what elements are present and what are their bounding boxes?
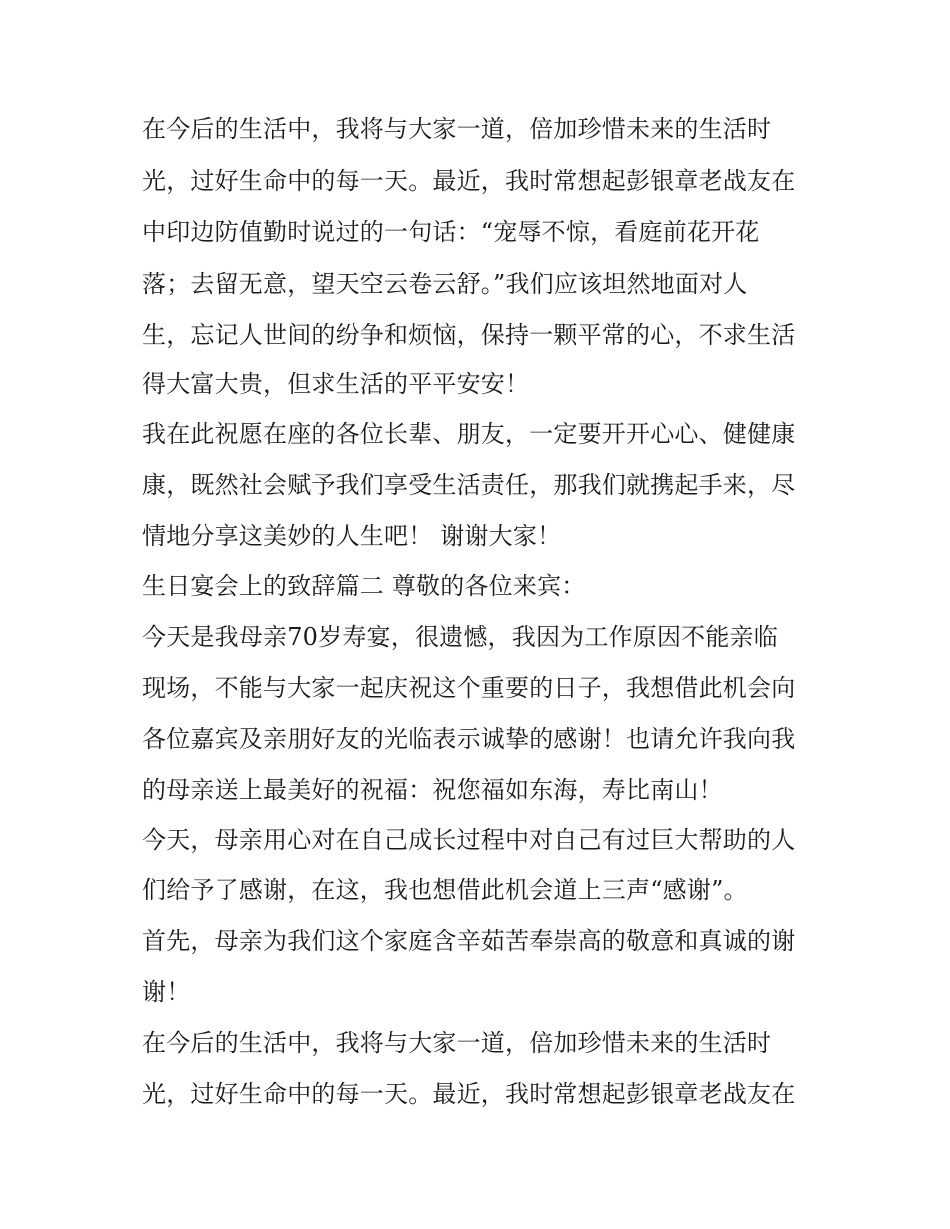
text-line: 首先，母亲为我们这个家庭含辛茹苦奉崇高的敬意和真诚的谢 bbox=[142, 927, 796, 955]
text-line: 现场，不能与大家一起庆祝这个重要的日子，我想借此机会向 bbox=[142, 674, 796, 702]
text-line: 今天，母亲用心对在自己成长过程中对自己有过巨大帮助的人 bbox=[142, 826, 796, 854]
text-line: 的母亲送上最美好的祝福：祝您福如东海，寿比南山！ bbox=[142, 776, 723, 804]
text-line: 康，既然社会赋予我们享受生活责任，那我们就携起手来，尽 bbox=[142, 471, 796, 499]
text-line: 我在此祝愿在座的各位长辈、朋友，一定要开开心心、健健康 bbox=[142, 420, 796, 448]
text-line: 们给予了感谢，在这，我也想借此机会道上三声“感谢”。 bbox=[142, 876, 748, 904]
text-line: 谢！ bbox=[142, 978, 191, 1006]
text-line: 在今后的生活中，我将与大家一道，倍加珍惜未来的生活时 bbox=[142, 115, 772, 143]
text-line: 落；去留无意，望天空云卷云舒。”我们应该坦然地面对人 bbox=[142, 270, 748, 298]
text-line: 今天是我母亲70岁寿宴，很遗憾，我因为工作原因不能亲临 bbox=[142, 623, 778, 651]
text-line: 中印边防值勤时说过的一句话：“宠辱不惊，看庭前花开花 bbox=[142, 218, 760, 246]
text-line: 生，忘记人世间的纷争和烦恼，保持一颗平常的心，不求生活 bbox=[142, 321, 796, 349]
section-heading: 生日宴会上的致辞篇二 尊敬的各位来宾： bbox=[142, 572, 586, 600]
text-line: 得大富大贵，但求生活的平平安安！ bbox=[142, 370, 530, 398]
text-line: 各位嘉宾及亲朋好友的光临表示诚挚的感谢！也请允许我向我 bbox=[142, 725, 796, 753]
text-line: 光，过好生命中的每一天。最近，我时常想起彭银章老战友在 bbox=[142, 167, 796, 195]
text-line: 在今后的生活中，我将与大家一道，倍加珍惜未来的生活时 bbox=[142, 1029, 772, 1057]
text-line: 情地分享这美妙的人生吧！ 谢谢大家！ bbox=[142, 522, 562, 550]
text-line: 光，过好生命中的每一天。最近，我时常想起彭银章老战友在 bbox=[142, 1080, 796, 1108]
